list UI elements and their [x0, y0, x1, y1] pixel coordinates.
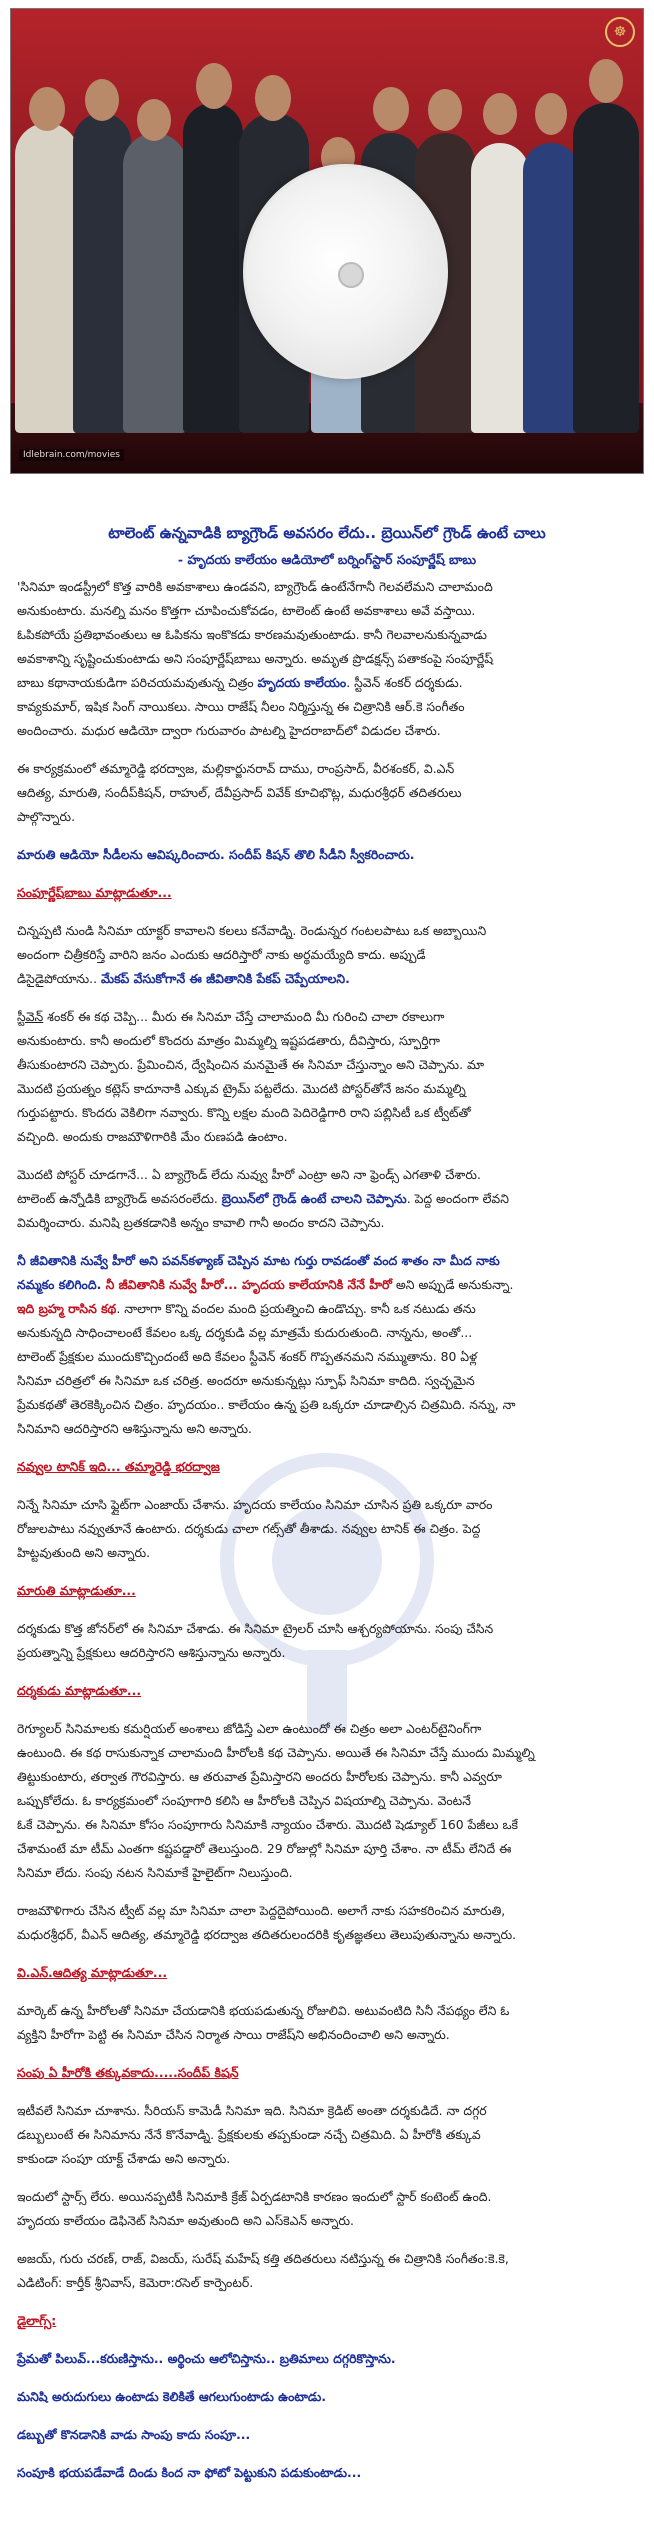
text-run: ప్రేమతో పిలువ్...కరుణిస్తాను.. అర్థించు ఆలోచిస్తాను.. బ్రతిమాలు దగ్గరికొస్తాను. — [17, 2351, 396, 2366]
article-subheadline: - హృదయ కాలేయం ఆడియోలో బర్నింగ్‌స్టార్ సంపూర్ణేష్ బాబు — [177, 552, 477, 567]
section-heading: సంపు ఏ హీరోకి తక్కువకాదు.....సందీప్ కిషన్ — [17, 2065, 239, 2080]
text-run: అనుకున్నది సాధించాలంటే కేవలం ఒక్క దర్శకుడి వల్ల మాత్రమే కుదురుతుంది. నాన్నను, అంతో... — [17, 1325, 473, 1340]
article-line — [17, 2312, 56, 2330]
article-line — [17, 1190, 509, 1208]
text-run: ఇటీవలే సినిమా చూశాను. సీరియస్ కామెడీ సినిమా ఇది. సినిమా క్రెడిట్ అంతా దర్శకుడిదే. నా దగ్గర — [17, 2103, 487, 2118]
text-run: టాలెంట్ ఉన్నోడికి బ్యాగ్రౌండ్ అవసరంలేదు. — [17, 1191, 222, 1206]
article-line — [17, 2274, 253, 2292]
article-line — [17, 1644, 285, 1662]
article-line — [17, 1166, 481, 1184]
article-line — [17, 1744, 535, 1762]
text-run: డబ్బులుంటే ఈ సినిమాను నేనే కొనేవాడ్ని. ప్రేక్షకులకు తప్పకుండా నచ్చే చిత్రమిది. ఏ హీరోకి తక్కువ — [17, 2127, 481, 2142]
text-run: అని అప్పుడే అనుకున్నా. — [391, 1277, 514, 1292]
text-run: ఒప్పుకోలేదు. ఓ కార్యక్రమంలో సంపూగారి కలిసి ఆ హీరోలకి చెప్పిన విషయాల్ని చెప్పాను. వెంటనే — [17, 1793, 471, 1808]
article-line — [17, 2188, 491, 2206]
article-line — [17, 2388, 326, 2406]
text-run: మొదటి పోస్టర్ చూడగానే... ఏ బ్యాగ్రౌండ్ లేదు నువ్వు హీరో ఎంట్రా అని నా ఫ్రెండ్స్ ఎగతాళి చేశారు. — [17, 1167, 481, 1182]
article-line — [17, 1520, 480, 1538]
article-line — [17, 1682, 141, 1700]
text-run: దర్శకుడు కొత్త జోనర్‌లో ఈ సినిమా చేశాడు. ఈ సినిమా ట్రైలర్ చూసి ఆశ్చర్యపోయాను. సంపు చేసిన — [17, 1621, 494, 1636]
article-line — [17, 2002, 509, 2020]
article-line — [17, 1720, 481, 1738]
text-run: అనుకుంటారు. మనల్ని మనం కొత్తగా చూపించుకోవడం, టాలెంట్ ఉంటే అవకాశాలు అవే వస్తాయి. — [17, 603, 476, 618]
text-run: . నాలాగా కొన్ని వందల మంది ప్రయత్నించి ఉండొచ్చు. కానీ ఒక నటుడు తను — [116, 1301, 476, 1316]
text-run: స్టీవెన్ — [17, 1009, 44, 1024]
text-run: . స్టీవెన్ శంకర్ దర్శకుడు. — [346, 675, 463, 690]
article-line — [17, 626, 487, 644]
text-run: హృదయ కాలేయం — [257, 675, 347, 690]
article-line — [17, 674, 463, 692]
article-line — [17, 2212, 354, 2230]
article-line — [17, 1056, 484, 1074]
text-run: పాల్గొన్నారు. — [17, 809, 76, 824]
article-line — [17, 1276, 513, 1294]
text-run: చిన్నప్పటి నుండి సినిమా యాక్టర్ కావాలని కలలు కనేవాడ్ని. రెండున్నర గంటలపాటు ఒక అబ్బాయిని — [17, 923, 487, 938]
article-line — [17, 2250, 509, 2268]
article-line — [17, 2102, 487, 2120]
section-heading: సంపూర్ణేష్‌బాబు మాట్లాడుతూ... — [17, 885, 172, 900]
text-run: ప్రేమకథతో తెరకెక్కించిన చిత్రం. హృదయం.. కాలేయం ఉన్న ప్రతి ఒక్కరూ చూడాల్సిన చిత్రమిది. నన్ను, నా — [17, 1397, 516, 1412]
photo-watermark: Idlebrain.com/movies — [19, 449, 124, 461]
article-line — [17, 1582, 136, 1600]
article-line — [17, 1926, 516, 1944]
article-line — [17, 722, 441, 740]
article-line — [17, 1300, 476, 1318]
article-line — [17, 2150, 230, 2168]
text-run: ఉంటుంది. ఈ కథ రాసుకున్నాక చాలామంది హీరోలకి కథ చెప్పాను. అయితే ఈ సినిమా చేస్తే ముందు మిమ్మల్ని — [17, 1745, 535, 1760]
article-line — [17, 1214, 384, 1232]
text-run: ఓకే చెప్పాను. ఈ సినిమా కోసం సంపూగారు సినిమాకి న్యాయం చేశారు. మొదటి షెడ్యూల్ 160 పేజీలు ఒకే — [17, 1817, 518, 1832]
text-run: బ్రెయిన్‌లో గ్రౌండ్ ఉంటే చాలని చెప్పాను — [221, 1191, 407, 1206]
text-run: డబ్బుతో కొనడానికి వాడు సాంపు కాదు సంపూ... — [17, 2427, 251, 2442]
text-run: రెగ్యూలర్ సినిమాలకు కమర్షియల్ అంశాలు జోడిస్తే ఎలా ఉంటుందో ఈ చిత్రం అలా ఎంటర్‌టైనింగ్‌గా — [17, 1721, 482, 1736]
text-run: వ్యక్తిని హీరోగా పెట్టి ఈ సినిమా చేసిన నిర్మాత సాయి రాజేష్‌ని అభినందించాలి అని అన్నారు. — [17, 2027, 450, 2042]
text-run: సినిమాని ఆదరిస్తారని ఆశిస్తున్నాను అని అన్నారు. — [17, 1421, 252, 1436]
text-run: . పెద్ద అందంగా లేవని — [406, 1191, 509, 1206]
text-run: తిట్టుకుంటారు, తర్వాత గౌరవిస్తారు. ఆ తరువాత ప్రేమిస్తారని అందరు హీరోలకు చెప్పాను. కానీ ఎవ్వరూ — [17, 1769, 502, 1784]
article-line — [17, 760, 454, 778]
text-run: మేకప్ వేసుకోగానే ఈ జీవితానికి పేకప్ చెప్పేయాలని. — [100, 971, 350, 986]
section-heading: నవ్వుల టానిక్ ఇది... తమ్మారెడ్డి భరద్వాజ — [17, 1459, 220, 1474]
text-run: హిట్టవుతుంది అని అన్నారు. — [17, 1545, 151, 1560]
text-run: అనుకుంటారు. కానీ అందులో కొందరు మాత్రం మిమ్మల్ని ఇష్టపడతారు, దీవిస్తారు, స్ఫూర్తిగా — [17, 1033, 440, 1048]
text-run: గుర్తుపట్టారు. కొందరు వెకిలిగా నవ్వారు. కొన్ని లక్షల మంది పెదిరెడ్డిగారి రాని పబ్లిసిటీ ఒక ట్వీట్‌తో — [17, 1105, 471, 1120]
text-run: నిన్నే సినిమా చూసి ఫ్లైట్‌గా ఎంజాయ్ చేశాను. హృదయ కాలేయం సినిమా చూసిన ప్రతి ఒక్కరూ వారం — [17, 1497, 493, 1512]
section-heading: మారుతి మాట్లాడుతూ... — [17, 1583, 136, 1598]
article-line — [17, 2464, 361, 2482]
text-run: శంకర్ ఈ కథ చెప్పి... మీరు ఈ సినిమా చేస్తే చాలామంది మీ గురించి చాలా రకాలుగా — [43, 1009, 445, 1024]
text-run: కావ్యకుమార్, ఇషిక సింగ్ నాయికలు. సాయి రాజేష్ నీలం నిర్మిస్తున్న ఈ చిత్రానికి ఆర్.కె సంగీతం — [17, 699, 465, 714]
text-run: చేశామంటే మా టీమ్ ఎంతగా కష్టపడ్డారో తెలుస్తుంది. 29 రోజుల్లో సినిమా పూర్తి చేశాం. నా టీమ్ లేనిదే ఈ — [17, 1841, 512, 1856]
article-headline: టాలెంట్ ఉన్నవాడికి బ్యాగ్రౌండ్ అవసరం లేదు.. బ్రెయిన్‌లో గ్రౌండ్ ఉంటే చాలు — [108, 524, 546, 542]
article-line — [17, 1816, 518, 1834]
article-line — [17, 1008, 444, 1026]
article-line — [17, 1420, 252, 1438]
text-run: సంపూకి భయపడేవాడే దిండు కింద నా ఫోటో పెట్టుకుని పడుకుంటాడు... — [17, 2465, 362, 2480]
article-line — [17, 2064, 239, 2082]
text-run: రోజులపాటు నవ్వుతూనే ఉంటారు. దర్శకుడు చాలా గట్స్‌తో తీశాడు. నవ్వుల టానిక్ ఈ చిత్రం. పెద్ద — [17, 1521, 481, 1536]
article-line — [17, 1768, 502, 1786]
text-run: 'సినిమా ఇండస్ట్రీలో కొత్త వారికి అవకాశాలు ఉండవని, బ్యాగ్రౌండ్ ఉంటేనేగానీ గెలవలేమని చాలామంది — [17, 579, 493, 594]
article-line — [17, 1902, 505, 1920]
text-run: కాకుండా సంపూ యాక్ట్ చేశాడు అని అన్నారు. — [17, 2151, 231, 2166]
text-run: నీ జీవితానికి నువ్వే హీరో అని పవన్‌కళ్యాణ్ చెప్పిన మాట గుర్తు రావడంతో వంద శాతం నా మీద నాకు — [17, 1253, 500, 1268]
text-run: ఓపికపోయే ప్రతిభావంతులు ఆ ఓపికను ఇంకొకడు కారణమవుతుంటాడు. కానీ గెలవాలనుకున్నవాడు — [17, 627, 487, 642]
text-run: అజయ్, గురు చరణ్, రాజ్, విజయ్, సురేష్ మహేష్ కత్తి తదితరులు నటిస్తున్న ఈ చిత్రానికి సంగీతం:కె.కె, — [17, 2251, 509, 2266]
text-run: డిసైడైపోయాను.. — [17, 971, 101, 986]
article-line — [17, 1544, 150, 1562]
article-line — [17, 1964, 167, 1982]
article-line — [17, 2350, 396, 2368]
article-line — [17, 1080, 466, 1098]
text-run: హృదయ కాలేయం డెఫినెట్ సినిమా అవుతుంది అని ఎస్‌కెఎన్ అన్నారు. — [17, 2213, 354, 2228]
article-line — [17, 1104, 471, 1122]
section-heading: దర్శకుడు మాట్లాడుతూ... — [17, 1683, 142, 1698]
article-line — [17, 784, 462, 802]
article-line — [17, 1032, 440, 1050]
watermark-emblem-icon — [212, 1420, 442, 1740]
article-line — [17, 808, 75, 826]
article-line — [17, 602, 475, 620]
article-line — [17, 1496, 492, 1514]
text-run: విమర్శించారు. మనిషి బ్రతకడానికి అన్నం కావాలి గానీ అందం కాదని చెప్పాను. — [17, 1215, 385, 1230]
article-line — [17, 1348, 477, 1366]
article-line — [17, 1620, 493, 1638]
text-run: అవకాశాన్ని సృష్టించుకుంటాడు అని సంపూర్ణేష్‌బాబు అన్నారు. అమృత ప్రొడక్షన్స్ పతాకంపై సంపూర్ణేష్ — [17, 651, 494, 666]
text-run: మార్కెట్ ఉన్న హీరోలతో సినిమా చేయడానికి భయపడుతున్న రోజులివి. అటువంటిది సినీ నేపథ్యం లేని ఓ — [17, 2003, 510, 2018]
article-line — [17, 578, 493, 596]
text-run: అందించారు. మధుర ఆడియో ద్వారా గురువారం పాటల్ని హైదరాబాద్‌లో విడుదల చేశారు. — [17, 723, 441, 738]
text-run: ఆదిత్య, మారుతి, సందీప్‌కిషన్, రాహుల్, దేవీప్రసాద్ వివేక్ కూచిభొట్ల, మధురశ్రీధర్ తదితరులు — [17, 785, 462, 800]
text-run: టాలెంట్ ప్రేక్షకుల ముందుకొచ్చిందంటే అది కేవలం స్టీవెన్ శంకర్ గొప్పతనమని నమ్ముతాను. 80 ఏళ్ల — [17, 1349, 478, 1364]
article-line — [17, 1324, 472, 1342]
text-run: ఇది బ్రహ్మ రాసిన కథ — [17, 1301, 117, 1316]
article-line — [17, 846, 414, 864]
article-line — [17, 1792, 471, 1810]
text-run: మనిషి అరుదుగులు ఉంటాడు కెలికితే ఆగలుగుంటాడు ఉంటాడు. — [17, 2389, 327, 2404]
site-logo-icon: ☸ — [605, 17, 635, 47]
article-line — [17, 1372, 475, 1390]
text-run: ఈ కార్యక్రమంలో తమ్మారెడ్డి భరద్వాజ, మల్లికార్జునరావ్ దాము, రాంప్రసాద్, వీరశంకర్, వి.ఎన్ — [17, 761, 455, 776]
audio-cd-disc — [243, 164, 448, 379]
article-line — [17, 2426, 250, 2444]
article-line — [17, 1252, 500, 1270]
event-photo — [10, 8, 644, 474]
article-line — [17, 698, 465, 716]
article-line — [17, 2026, 450, 2044]
text-run: రాజమౌళిగారు చేసిన ట్వీట్ వల్ల మా సినిమా చాలా పెద్దదైపోయింది. అలాగే నాకు సహకరించిన మారుతి, — [17, 1903, 506, 1918]
text-run: అందంగా చిత్రీకరిస్తే వారిని జనం ఎందుకు ఆదరిస్తారో నాకు అర్థమయ్యేది కాదు. అప్పుడే — [17, 947, 426, 962]
text-run: మారుతి ఆడియో సీడీలను ఆవిష్కరించారు. సందీప్ కిషన్ తొలి సీడీని స్వీకరించారు. — [17, 847, 415, 862]
text-run: మొదటి ప్రయత్నం కట్లెస్ కాదూనాకి ఎక్కువ ట్రైమ్ పట్టలేదు. మొదటి పోస్టర్‌తోనే జనం మమ్మల్ని — [17, 1081, 466, 1096]
article-line — [17, 1458, 220, 1476]
text-run: నీ జీవితానికి నువ్వే హీరో... హృదయ కాలేయానికి నేనే హీరో — [105, 1277, 392, 1292]
article-line — [17, 1864, 293, 1882]
article-line — [17, 922, 486, 940]
article-line — [17, 1128, 288, 1146]
text-run: ఇందులో స్టార్స్ లేరు. అయినప్పటికీ సినిమాకి క్రేజ్ ఏర్పడటానికి కారణం ఇందులో స్టార్ కంటెంట్ ఉంది. — [17, 2189, 492, 2204]
article-line — [17, 1396, 516, 1414]
article-line — [17, 2126, 481, 2144]
article-line — [17, 970, 350, 988]
article-line — [17, 884, 172, 902]
section-heading: డైలాగ్స్: — [17, 2313, 57, 2328]
text-run: ప్రయత్నాన్ని ప్రేక్షకులు ఆదరిస్తారని ఆశిస్తున్నాను అన్నారు. — [17, 1645, 286, 1660]
text-run: సినిమా చరిత్రలో ఈ సినిమా ఒక చరిత్ర. అందరూ అనుకున్నట్లు స్పూఫ్ సినిమా కాదిది. స్వచ్ఛమైన — [17, 1373, 475, 1388]
text-run: మధురశ్రీధర్, వీఎన్ ఆదిత్య, తమ్మారెడ్డి భరద్వాజ తదితరులందరికి కృతజ్ఞతలు తెలుపుతున్నాను అన్నారు. — [17, 1927, 517, 1942]
text-run: నమ్మకం కలిగింది. — [17, 1277, 106, 1292]
text-run: సినిమా లేదు. సంపు నటన సినిమాకే హైలైట్‌గా నిలుస్తుంది. — [17, 1865, 293, 1880]
text-run: బాబు కథానాయకుడిగా పరిచయమవుతున్న చిత్రం — [17, 675, 258, 690]
text-run: తీసుకుంటారని చెప్పారు. ప్రేమించిన, ద్వేషించిన మనమైతే ఈ సినిమా చేస్తున్నాం అని చెప్పాను. మా — [17, 1057, 485, 1072]
article-line — [17, 650, 493, 668]
article-line — [17, 1840, 511, 1858]
section-heading: వి.ఎన్.ఆదిత్య మాట్లాడుతూ... — [17, 1965, 168, 1980]
text-run: వచ్చింది. అందుకు రాజమౌళిగారికి మేం రుణపడి ఉంటాం. — [17, 1129, 288, 1144]
text-run: ఎడిటింగ్: కార్తీక్ శ్రీనివాస్, కెమెరా:రసెల్ కార్పెంటర్. — [17, 2275, 254, 2290]
article-line — [17, 946, 426, 964]
